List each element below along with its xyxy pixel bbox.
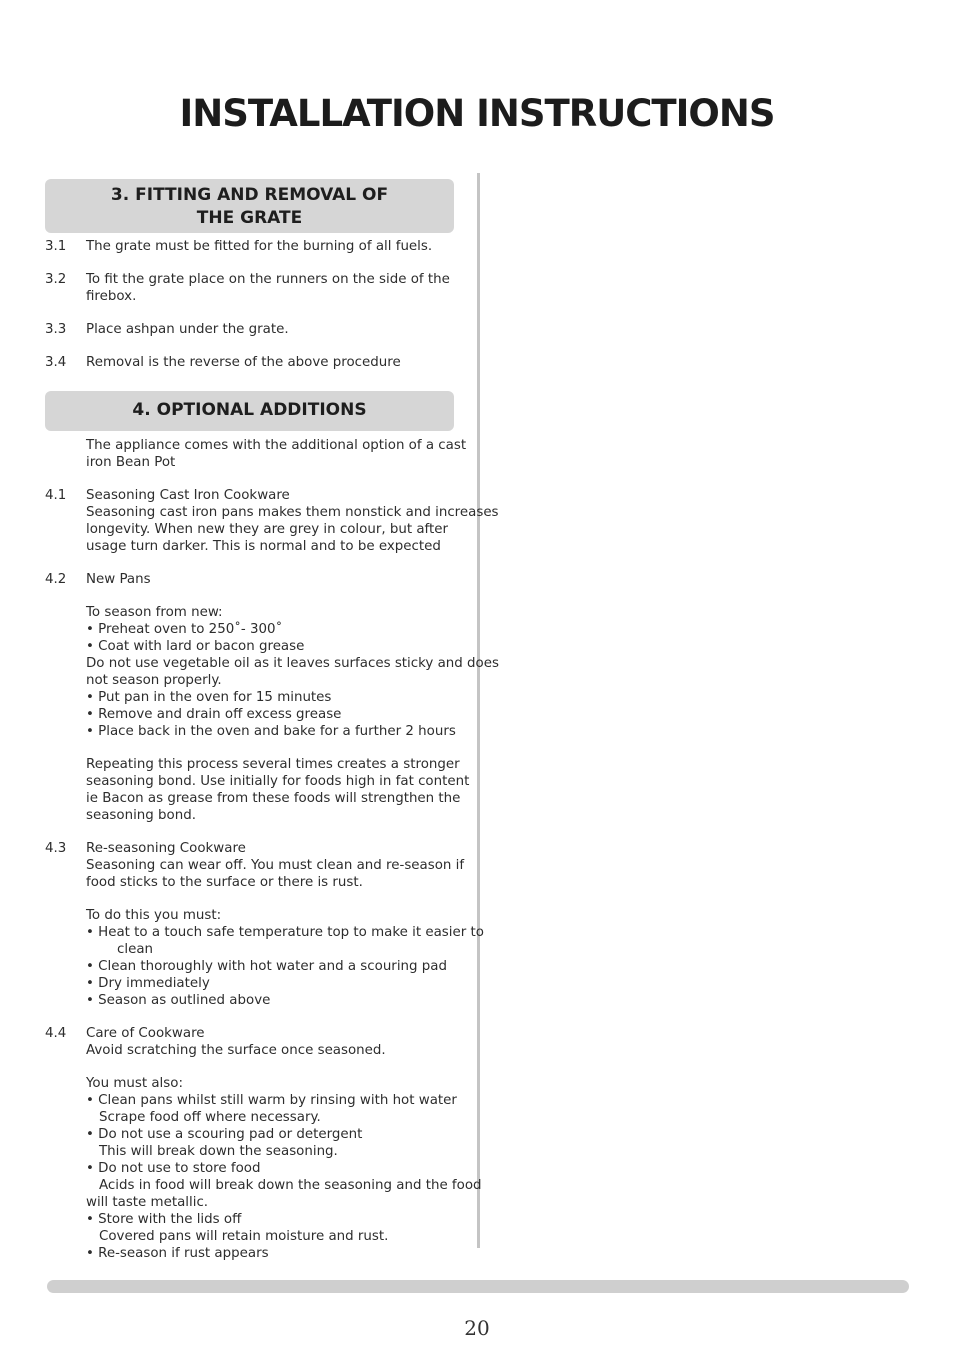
item-text: Seasoning cast iron pans makes them nonstick and increases — [86, 505, 499, 520]
item-number: 4.4 — [45, 1026, 67, 1041]
item-text: To do this you must: — [86, 908, 222, 923]
bullet-text: • Re-season if rust appears — [86, 1246, 269, 1261]
footer-bar — [47, 1280, 909, 1293]
list-item — [45, 321, 460, 338]
bullet-text: • Store with the lids off — [86, 1212, 242, 1227]
item-text: Place ashpan under the grate. — [86, 322, 289, 337]
item-number: 4.1 — [45, 488, 67, 503]
item-text: food sticks to the surface or there is rust. — [86, 875, 363, 890]
item-title: Seasoning Cast Iron Cookware — [86, 488, 290, 503]
item-text: seasoning bond. Use initially for foods high in fat content — [86, 774, 470, 789]
intro-paragraph — [45, 437, 467, 471]
section4-content — [45, 437, 499, 1262]
heading-line: 3. FITTING AND REMOVAL OF — [110, 185, 389, 205]
bullet-continuation: This will break down the seasoning. — [99, 1144, 338, 1159]
list-item-4-3 — [45, 840, 484, 1009]
item-text: Removal is the reverse of the above procedure — [86, 355, 401, 370]
bullet-text: • Preheat oven to 250˚- 300˚ — [86, 622, 283, 637]
list-item — [45, 271, 460, 305]
page-number: 20 — [464, 1316, 490, 1340]
bullet-text: • Heat to a touch safe temperature top to make it easier to — [86, 925, 484, 940]
item-text: not season properly. — [86, 673, 222, 688]
item-number: 3.2 — [45, 272, 67, 287]
bullet-text: • Put pan in the oven for 15 minutes — [86, 690, 332, 705]
bullet-continuation: Covered pans will retain moisture and rust. — [99, 1229, 389, 1244]
list-item-4-4 — [45, 1025, 482, 1262]
item-text: firebox. — [86, 289, 137, 304]
item-text: To fit the grate place on the runners on the side of the — [86, 272, 450, 287]
intro-text: The appliance comes with the additional option of a cast — [86, 438, 467, 453]
item-text: longevity. When new they are grey in colour, but after — [86, 522, 449, 537]
heading-line: THE GRATE — [196, 208, 303, 228]
bullet-continuation: Scrape food off where necessary. — [99, 1110, 321, 1125]
bullet-text: • Clean pans whilst still warm by rinsing with hot water — [86, 1093, 457, 1108]
item-number: 4.2 — [45, 572, 67, 587]
bullet-continuation: will taste metallic. — [86, 1195, 209, 1210]
item-text: seasoning bond. — [86, 808, 196, 823]
item-title: Re-seasoning Cookware — [86, 841, 246, 856]
item-number: 3.1 — [45, 239, 67, 254]
item-text: You must also: — [86, 1076, 183, 1091]
list-item — [45, 238, 460, 255]
bullet-text: • Remove and drain off excess grease — [86, 707, 342, 722]
bullet-text: • Do not use a scouring pad or detergent — [86, 1127, 363, 1142]
bullet-text: • Clean thoroughly with hot water and a scouring pad — [86, 959, 447, 974]
item-text: To season from new: — [86, 605, 223, 620]
section-heading-fitting-grate — [45, 179, 454, 233]
page-title: INSTALLATION INSTRUCTIONS — [179, 92, 775, 135]
list-item — [45, 354, 460, 371]
list-item-4-2 — [45, 571, 499, 824]
section3-list — [45, 238, 460, 371]
item-title: New Pans — [86, 572, 151, 587]
item-title: Care of Cookware — [86, 1026, 205, 1041]
bullet-text: • Place back in the oven and bake for a further 2 hours — [86, 724, 456, 739]
item-text: The grate must be fitted for the burning of all fuels. — [86, 239, 433, 254]
item-text: Repeating this process several times creates a stronger — [86, 757, 460, 772]
bullet-text: • Season as outlined above — [86, 993, 271, 1008]
item-number: 4.3 — [45, 841, 67, 856]
bullet-continuation: clean — [117, 942, 154, 957]
bullet-text: • Do not use to store food — [86, 1161, 261, 1176]
heading-line: 4. OPTIONAL ADDITIONS — [132, 400, 367, 420]
item-text: Seasoning can wear off. You must clean and re-season if — [86, 858, 465, 873]
item-number: 3.3 — [45, 322, 67, 337]
section-heading-optional-additions — [45, 391, 454, 431]
list-item-4-1 — [45, 487, 499, 555]
item-text: Avoid scratching the surface once seasoned. — [86, 1043, 386, 1058]
bullet-continuation: Acids in food will break down the seasoning and the food — [99, 1178, 482, 1193]
intro-text: iron Bean Pot — [86, 455, 176, 470]
item-text: usage turn darker. This is normal and to be expected — [86, 539, 441, 554]
bullet-text: • Coat with lard or bacon grease — [86, 639, 305, 654]
item-text: ie Bacon as grease from these foods will strengthen the — [86, 791, 461, 806]
bullet-text: • Dry immediately — [86, 976, 210, 991]
item-number: 3.4 — [45, 355, 67, 370]
item-text: Do not use vegetable oil as it leaves surfaces sticky and does — [86, 656, 499, 671]
